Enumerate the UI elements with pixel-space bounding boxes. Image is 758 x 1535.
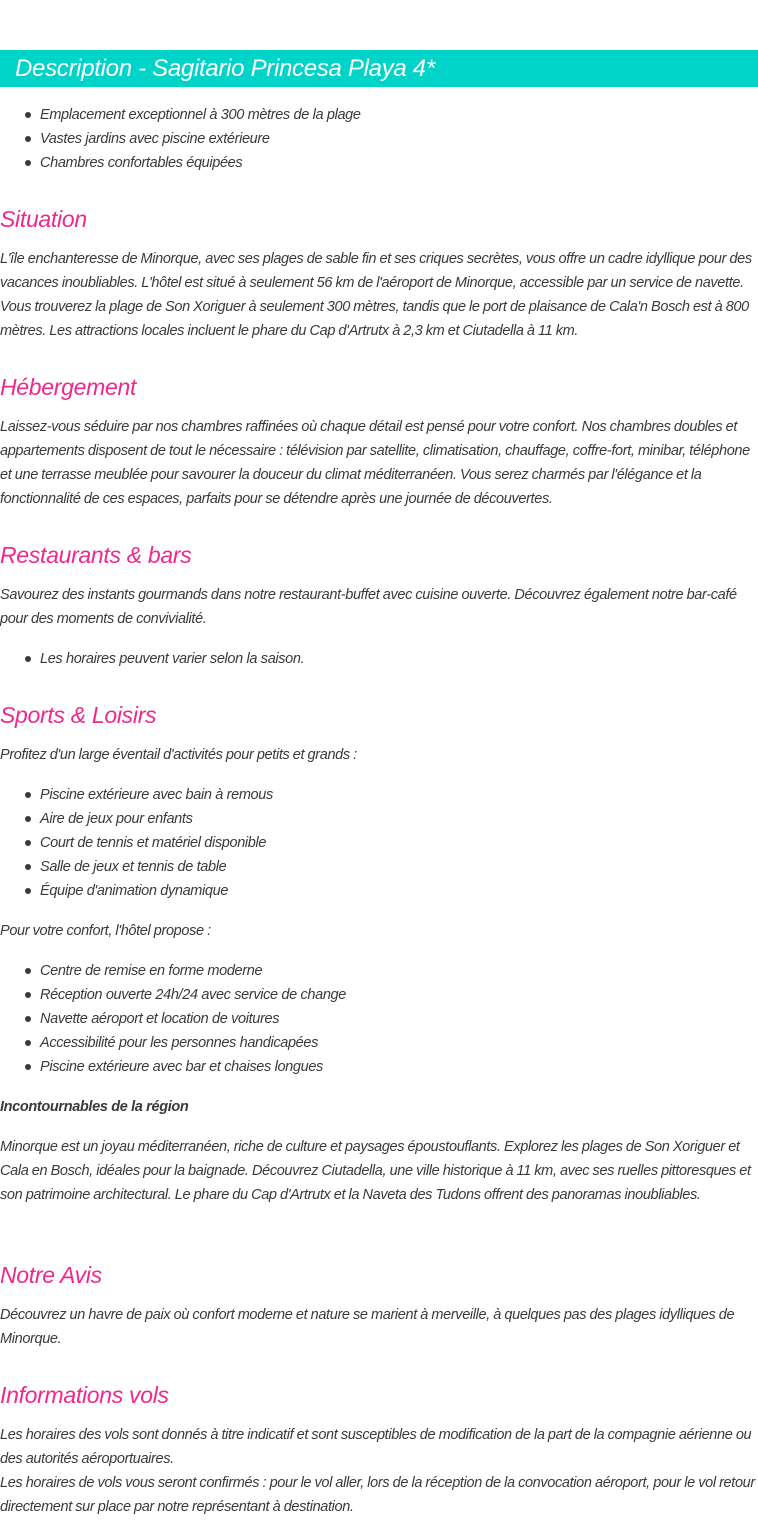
list-item: Piscine extérieure avec bar et chaises longues (0, 1055, 758, 1079)
restaurants-text: Savourez des instants gourmands dans notre restaurant-buffet avec cuisine ouverte. Découvrez également notre bar-café pour des moments de convivialité. (0, 587, 737, 627)
bullet-icon (25, 792, 31, 798)
bullet-icon (25, 888, 31, 894)
list-item: Navette aéroport et location de voitures (0, 1007, 758, 1031)
region-text: Minorque est un joyau méditerranéen, riche de culture et paysages époustouflants. Explorez les plages de Son Xoriguer et Cala en Bosch, idéales pour la baignade. Découvrez Ciutadella, une ville historique à 11 km, avec ses ruelles pittoresques et son patrimoine architectural. Le phare du Cap d'Artrutx et la Naveta des Tudons offrent des panoramas inoubliables. (0, 1139, 751, 1203)
bullet-icon (25, 136, 31, 142)
list-item: Accessibilité pour les personnes handicapées (0, 1031, 758, 1055)
bullet-icon (25, 968, 31, 974)
vols-heading: Informations vols (0, 1382, 169, 1408)
comfort-intro: Pour votre confort, l'hôtel propose : (0, 923, 211, 939)
list-item: Emplacement exceptionnel à 300 mètres de la plage (0, 103, 758, 127)
bullet-icon (25, 992, 31, 998)
avis-body (0, 1303, 758, 1351)
hebergement-text: Laissez-vous séduire par nos chambres raffinées où chaque détail est pensé pour votre confort. Nos chambres doubles et appartements disposent de tout le nécessaire : télévision par satellite, climatisation, chauffage, coffre-fort, minibar, téléphone et une terrasse meublée pour savourer la douceur du climat méditerranéen. Vous serez charmés par l'élégance et la fonctionnalité de ces espaces, parfaits pour se détendre après une journée de découvertes. (0, 419, 750, 507)
hebergement-section (0, 373, 758, 401)
activities-list (0, 783, 758, 903)
services-list (0, 959, 758, 1079)
bullet-icon (25, 1064, 31, 1070)
description-banner (0, 50, 758, 87)
list-item: Vastes jardins avec piscine extérieure (0, 127, 758, 151)
list-item: Équipe d'animation dynamique (0, 879, 758, 903)
vols-section (0, 1381, 758, 1409)
list-item: Chambres confortables équipées (0, 151, 758, 175)
situation-section (0, 205, 758, 233)
bullet-icon (25, 864, 31, 870)
highlights-section (0, 103, 758, 175)
vols-text-1: Les horaires des vols sont donnés à titre indicatif et sont susceptibles de modification de la part de la compagnie aérienne ou des autorités aéroportuaires. (0, 1427, 752, 1467)
bullet-icon (25, 840, 31, 846)
vols-body (0, 1423, 758, 1519)
bullet-icon (25, 816, 31, 822)
list-item: Aire de jeux pour enfants (0, 807, 758, 831)
list-item: Réception ouverte 24h/24 avec service de change (0, 983, 758, 1007)
bullet-icon (25, 1016, 31, 1022)
bullet-icon (25, 656, 31, 662)
sports-section (0, 701, 758, 729)
situation-body (0, 247, 758, 343)
avis-section (0, 1261, 758, 1289)
restaurants-section (0, 541, 758, 569)
list-item: Salle de jeux et tennis de table (0, 855, 758, 879)
sports-intro: Profitez d'un large éventail d'activités pour petits et grands : (0, 747, 357, 763)
services-block (0, 959, 758, 1079)
bullet-icon (25, 160, 31, 166)
activities-block (0, 783, 758, 903)
page-title: Description - Sagitario Princesa Playa 4* (15, 55, 435, 82)
restaurants-notes-list (0, 647, 758, 671)
hebergement-heading: Hébergement (0, 374, 137, 400)
region-title-block (0, 1095, 758, 1119)
hebergement-body (0, 415, 758, 511)
list-item: Piscine extérieure avec bain à remous (0, 783, 758, 807)
bullet-icon (25, 1040, 31, 1046)
avis-text: Découvrez un havre de paix où confort moderne et nature se marient à merveille, à quelques pas des plages idylliques de Minorque. (0, 1307, 735, 1347)
restaurants-body (0, 583, 758, 631)
list-item: Les horaires peuvent varier selon la saison. (0, 647, 758, 671)
sports-heading: Sports & Loisirs (0, 702, 157, 728)
restaurants-heading: Restaurants & bars (0, 542, 192, 568)
comfort-intro-block (0, 919, 758, 943)
situation-text: L'île enchanteresse de Minorque, avec ses plages de sable fin et ses criques secrètes, vous offre un cadre idyllique pour des vacances inoubliables. L'hôtel est situé à seulement 56 km de l'aéroport de Minorque, accessible par un service de navette. Vous trouverez la plage de Son Xoriguer à seulement 300 mètres, tandis que le port de plaisance de Cala'n Bosch est à 800 mètres. Les attractions locales incluent le phare du Cap d'Artrutx à 2,3 km et Ciutadella à 11 km. (0, 251, 752, 339)
sports-intro-block (0, 743, 758, 767)
restaurants-notes (0, 647, 758, 671)
situation-heading: Situation (0, 206, 87, 232)
region-title: Incontournables de la région (0, 1099, 189, 1115)
region-body (0, 1135, 758, 1207)
highlights-list (0, 103, 758, 175)
vols-text-2: Les horaires de vols vous seront confirmés : pour le vol aller, lors de la réception de la convocation aéroport, pour le vol retour directement sur place par notre représentant à destination. (0, 1475, 755, 1515)
list-item: Court de tennis et matériel disponible (0, 831, 758, 855)
avis-heading: Notre Avis (0, 1262, 102, 1288)
list-item: Centre de remise en forme moderne (0, 959, 758, 983)
bullet-icon (25, 112, 31, 118)
